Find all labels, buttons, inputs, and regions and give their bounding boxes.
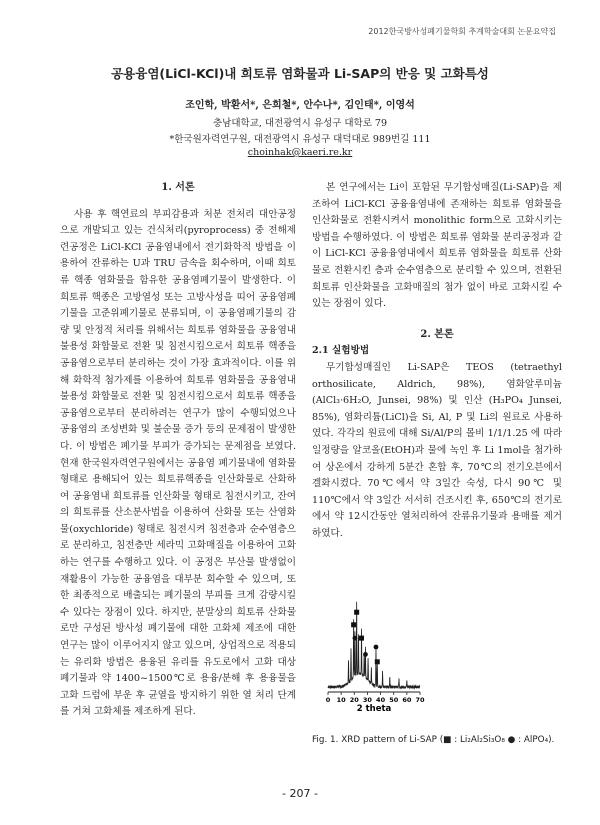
marker-li2al2si3o8 <box>354 610 359 615</box>
section-title-body: 2. 본론 <box>420 328 454 340</box>
x-tick-label: 40 <box>376 696 386 704</box>
xrd-trace <box>328 602 420 689</box>
marker-li2al2si3o8 <box>351 622 356 627</box>
page-number: - 207 - <box>282 787 318 800</box>
x-tick-label: 20 <box>349 696 359 704</box>
author-list: 조인학, 박환서*, 은희철*, 안수나*, 김인태*, 이영석 <box>185 100 415 111</box>
marker-li2al2si3o8 <box>359 636 364 641</box>
marker-alpo4 <box>374 645 379 650</box>
x-axis-label: 2 theta <box>356 704 392 711</box>
right-column <box>312 180 562 542</box>
running-header: 2012한국방사성폐기물학회 추계학술대회 논문요약집 <box>368 27 556 36</box>
x-tick-label: 0 <box>325 696 331 704</box>
email-link[interactable]: choinhak@kaeri.re.kr <box>247 147 353 158</box>
xrd-figure <box>312 596 562 711</box>
figure-caption: Fig. 1. XRD pattern of Li-SAP (■ : Li₂Al₂Si₃O₈ ● : AlPO₄). <box>312 735 555 745</box>
subsection-title-methods: 2.1 실험방법 <box>312 345 370 357</box>
left-column <box>60 180 296 721</box>
x-tick-label: 60 <box>402 696 412 704</box>
marker-li2al2si3o8 <box>375 659 380 664</box>
x-tick-label: 30 <box>362 696 372 704</box>
x-tick-label: 10 <box>336 696 346 704</box>
section-title-intro: 1. 서론 <box>161 182 195 193</box>
research-paragraph: 본 연구에서는 Li이 포함된 무기합성매질(Li-SAP)을 제조하여 LiCl-KCl 공융융염내에 존재하는 희토류 염화물을 인산화물로 전환시켜서 monolithic form으로 고화시키는 방법을 수행하였다. 이 방법은 희토류 염화물 분리공정과 같이 LiCl-KCl 공융융염내에서 희토류 염화물을 희토류 산화물로 전환시킨 층과 순수염층으로 분리할 수 있으며, 전환된 희토류 인산화물을 고화매질의 첨가 없이 바로 고화시킬 수 있는 장점이 있다. <box>312 182 562 310</box>
x-ticks <box>326 692 425 704</box>
intro-paragraph: 사용 후 핵연료의 부피감용과 처분 전처리 대안공정으로 개발되고 있는 건식처리(pyroprocess) 중 전해제련공정은 LiCl-KCl 공융염내에서 전기화학적 방법을 이용하여 잔류하는 U과 TRU 금속을 회수하며, 이때 희토류 핵종 염화물을 함유한 공융염폐기물이 발생한다. 이 희토류 핵종은 고방열성 또는 고방사성을 띠어 공융염폐기물을 고준위폐기물로 분류되며, 이 공융염폐기물의 감량 및 안정적 처리를 위해서는 희토류 염화물을 공융염내 불용성 화합물로 전환 및 침전시킴으로서 희토류 핵종을 공융염으로부터 분리하는 것이 가장 효과적이다. 이를 위해 화학적 첨가제를 이용하여 희토류 염화물을 공융염내 불용성 화합물로 전환 및 침전시킴으로서 희토류 핵종을 공융염으로부터 분리하려는 연구가 많이 수행되었으나 공융염의 조성변화 및 불순물 증가 등의 문제점이 발생한다. 이 방법은 폐기물 부피가 증가되는 문제점을 보였다. 현재 한국원자력연구원에서는 공융염 폐기물내에 염화물 형태로 용해되어 있는 희토류핵종을 인산화물로 산화하여 공융염내 희토류를 인산화물 형태로 침전시키고, 잔여의 희토류를 산소분사법을 이용하여 산화물 또는 산염화물(oxychloride) 형태로 침전시켜 침전층과 순수염층으로 분리하고, 침전층만 세라믹 고화매질을 이용하여 고화하는 연구를 수행하고 있다. 이 공정은 부산물 발생없이 재활용이 가능한 공융염을 대부분 회수할 수 있으며, 또한 최종적으로 배출되는 폐기물의 부피를 크게 감량시킬 수 있다는 장점이 있다. 하지만, 분말상의 희토류 산화물로만 구성된 방사성 폐기물에 대한 고화체 제조에 대한 연구는 많이 이루어지지 않고 있으며, 상업적으로 적용되는 유리화 방법은 용융된 유리를 유도로에서 고화 대상 폐기물과 약 1400~1500℃로 용융/분해 후 용융물을 고화 드럼에 부운 후 균열을 방지하기 위한 열 처리 단계를 거쳐 고화체를 제조하게 된다. <box>60 208 296 718</box>
paper-title: 공용융염(LiCl-KCl)내 희토류 염화물과 Li-SAP의 반응 및 고화특성 <box>111 66 489 81</box>
x-tick-label: 70 <box>415 696 425 704</box>
xrd-chart <box>312 596 562 711</box>
author-email[interactable] <box>0 147 600 158</box>
x-tick-label: 50 <box>389 696 399 704</box>
affiliation-1: 충남대학교, 대전광역시 유성구 대학로 79 <box>212 118 388 129</box>
methods-paragraph: 무기합성매질인 Li-SAP은 TEOS (tetraethyl orthosilicate, Aldrich, 98%), 염화알루미늄 (AlCl₃·6H₂O, Junsei, 98%) 및 인산 (H₃PO₄ Junsei, 85%), 염화리튬(LiCl)을 Si, Al, P 및 Li의 원료로 사용하였다. 각각의 원료에 대해 Si/Al/P의 몰비 1/1/1.25 에 따라 일정량을 알코올(EtOH)과 물에 녹인 후 Li 1mol을 첨가하여 상온에서 강하게 5분간 혼합 후, 70℃의 전기오븐에서 겔화시켰다. 70℃에서 약 3일간 숙성, 다시 90℃ 및 110℃에서 약 3일간 서서히 건조시킨 후, 650℃의 전기로에서 약 12시간동안 열처리하여 잔류유기물과 용매를 제거하였다. <box>312 361 562 539</box>
marker-alpo4 <box>353 636 358 641</box>
marker-alpo4 <box>363 652 368 657</box>
affiliation-2: *한국원자력연구원, 대전광역시 유성구 대덕대로 989번길 111 <box>169 134 431 145</box>
